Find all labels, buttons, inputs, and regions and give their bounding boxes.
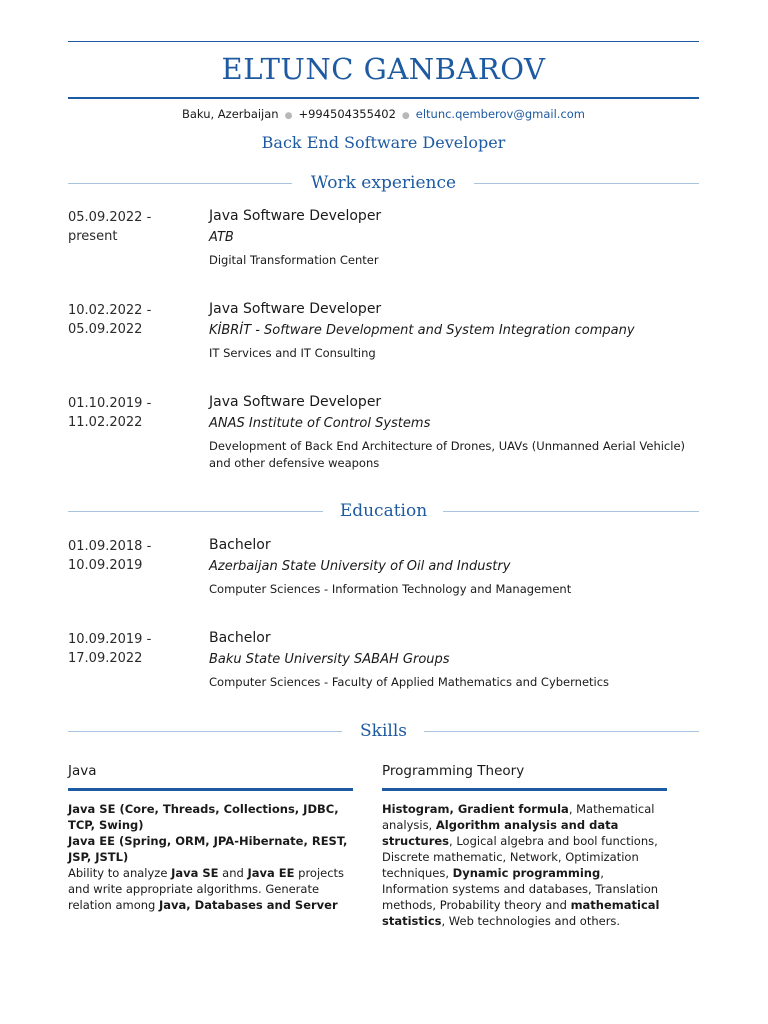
skill-description: Histogram, Gradient formula, Mathematical analysis, Algorithm analysis and data structures, Logical algebra and bool functions, Discrete mathematic, Network, Optimization techniques, Dynamic programming, Information systems and databases, Translation methods, Probability theory and mathematical statistics, Web technologies and others. — [382, 802, 660, 928]
section-divider-right — [474, 183, 699, 184]
separator-dot-icon: ● — [284, 111, 293, 121]
entry-role: Java Software Developer — [209, 301, 382, 317]
work-entry — [68, 208, 699, 278]
candidate-name: ELTUNC GANBAROV — [221, 52, 546, 86]
entry-institution: Azerbaijan State University of Oil and Industry — [209, 559, 511, 574]
section-skills — [68, 721, 699, 743]
education-entry — [68, 537, 699, 607]
section-education — [68, 501, 699, 523]
skill-title: Java — [68, 763, 97, 779]
section-title: Work experience — [310, 173, 457, 193]
name-underline — [68, 97, 699, 99]
work-entry — [68, 301, 699, 371]
entry-description: Development of Back End Architecture of Drones, UAVs (Unmanned Aerial Vehicle) and other defensive weapons — [209, 439, 686, 470]
work-entry — [68, 394, 699, 484]
section-title: Education — [339, 501, 428, 521]
entry-organization: KİBRİT - Software Development and System Integration company — [209, 323, 635, 338]
skill-block-programming-theory — [382, 763, 667, 929]
entry-description: Computer Sciences - Information Technology and Management — [209, 582, 572, 596]
entry-degree: Bachelor — [209, 537, 271, 553]
entry-organization: ANAS Institute of Control Systems — [209, 416, 431, 431]
entry-role: Java Software Developer — [209, 208, 382, 224]
skill-description: Java SE (Core, Threads, Collections, JDBC, TCP, Swing) Java EE (Spring, ORM, JPA-Hibernate, REST, JSP, JSTL) Ability to analyze Java SE and Java EE projects and write appropriate algorithms. Generate relation among Java, Databases and Server — [68, 802, 348, 912]
top-rule — [68, 41, 699, 42]
skill-title: Programming Theory — [382, 763, 525, 779]
section-title: Skills — [360, 721, 407, 741]
section-divider-right — [443, 511, 699, 512]
skill-block-java — [68, 763, 353, 913]
section-work-experience — [68, 173, 699, 195]
section-divider-right — [424, 731, 699, 732]
entry-dates: 05.09.2022 - present — [68, 210, 152, 244]
contact-line — [68, 107, 699, 121]
phone-text: +994504355402 — [298, 107, 396, 121]
job-headline: Back End Software Developer — [261, 133, 506, 152]
entry-dates: 10.09.2019 - 17.09.2022 — [68, 632, 152, 666]
entry-description: Computer Sciences - Faculty of Applied Mathematics and Cybernetics — [209, 675, 610, 689]
entry-description: Digital Transformation Center — [209, 253, 379, 267]
entry-institution: Baku State University SABAH Groups — [209, 652, 450, 667]
skill-bar — [68, 788, 353, 791]
skill-bar — [382, 788, 667, 791]
entry-description: IT Services and IT Consulting — [209, 346, 376, 360]
entry-dates: 01.09.2018 - 10.09.2019 — [68, 539, 152, 573]
separator-dot-icon: ● — [401, 111, 410, 121]
email-link[interactable]: eltunc.qemberov@gmail.com — [415, 107, 586, 121]
entry-dates: 10.02.2022 - 05.09.2022 — [68, 303, 152, 337]
entry-organization: ATB — [209, 230, 234, 245]
location-text: Baku, Azerbaijan — [181, 107, 279, 121]
entry-role: Java Software Developer — [209, 394, 382, 410]
entry-degree: Bachelor — [209, 630, 271, 646]
entry-dates: 01.10.2019 - 11.02.2022 — [68, 396, 152, 430]
education-entry — [68, 630, 699, 700]
